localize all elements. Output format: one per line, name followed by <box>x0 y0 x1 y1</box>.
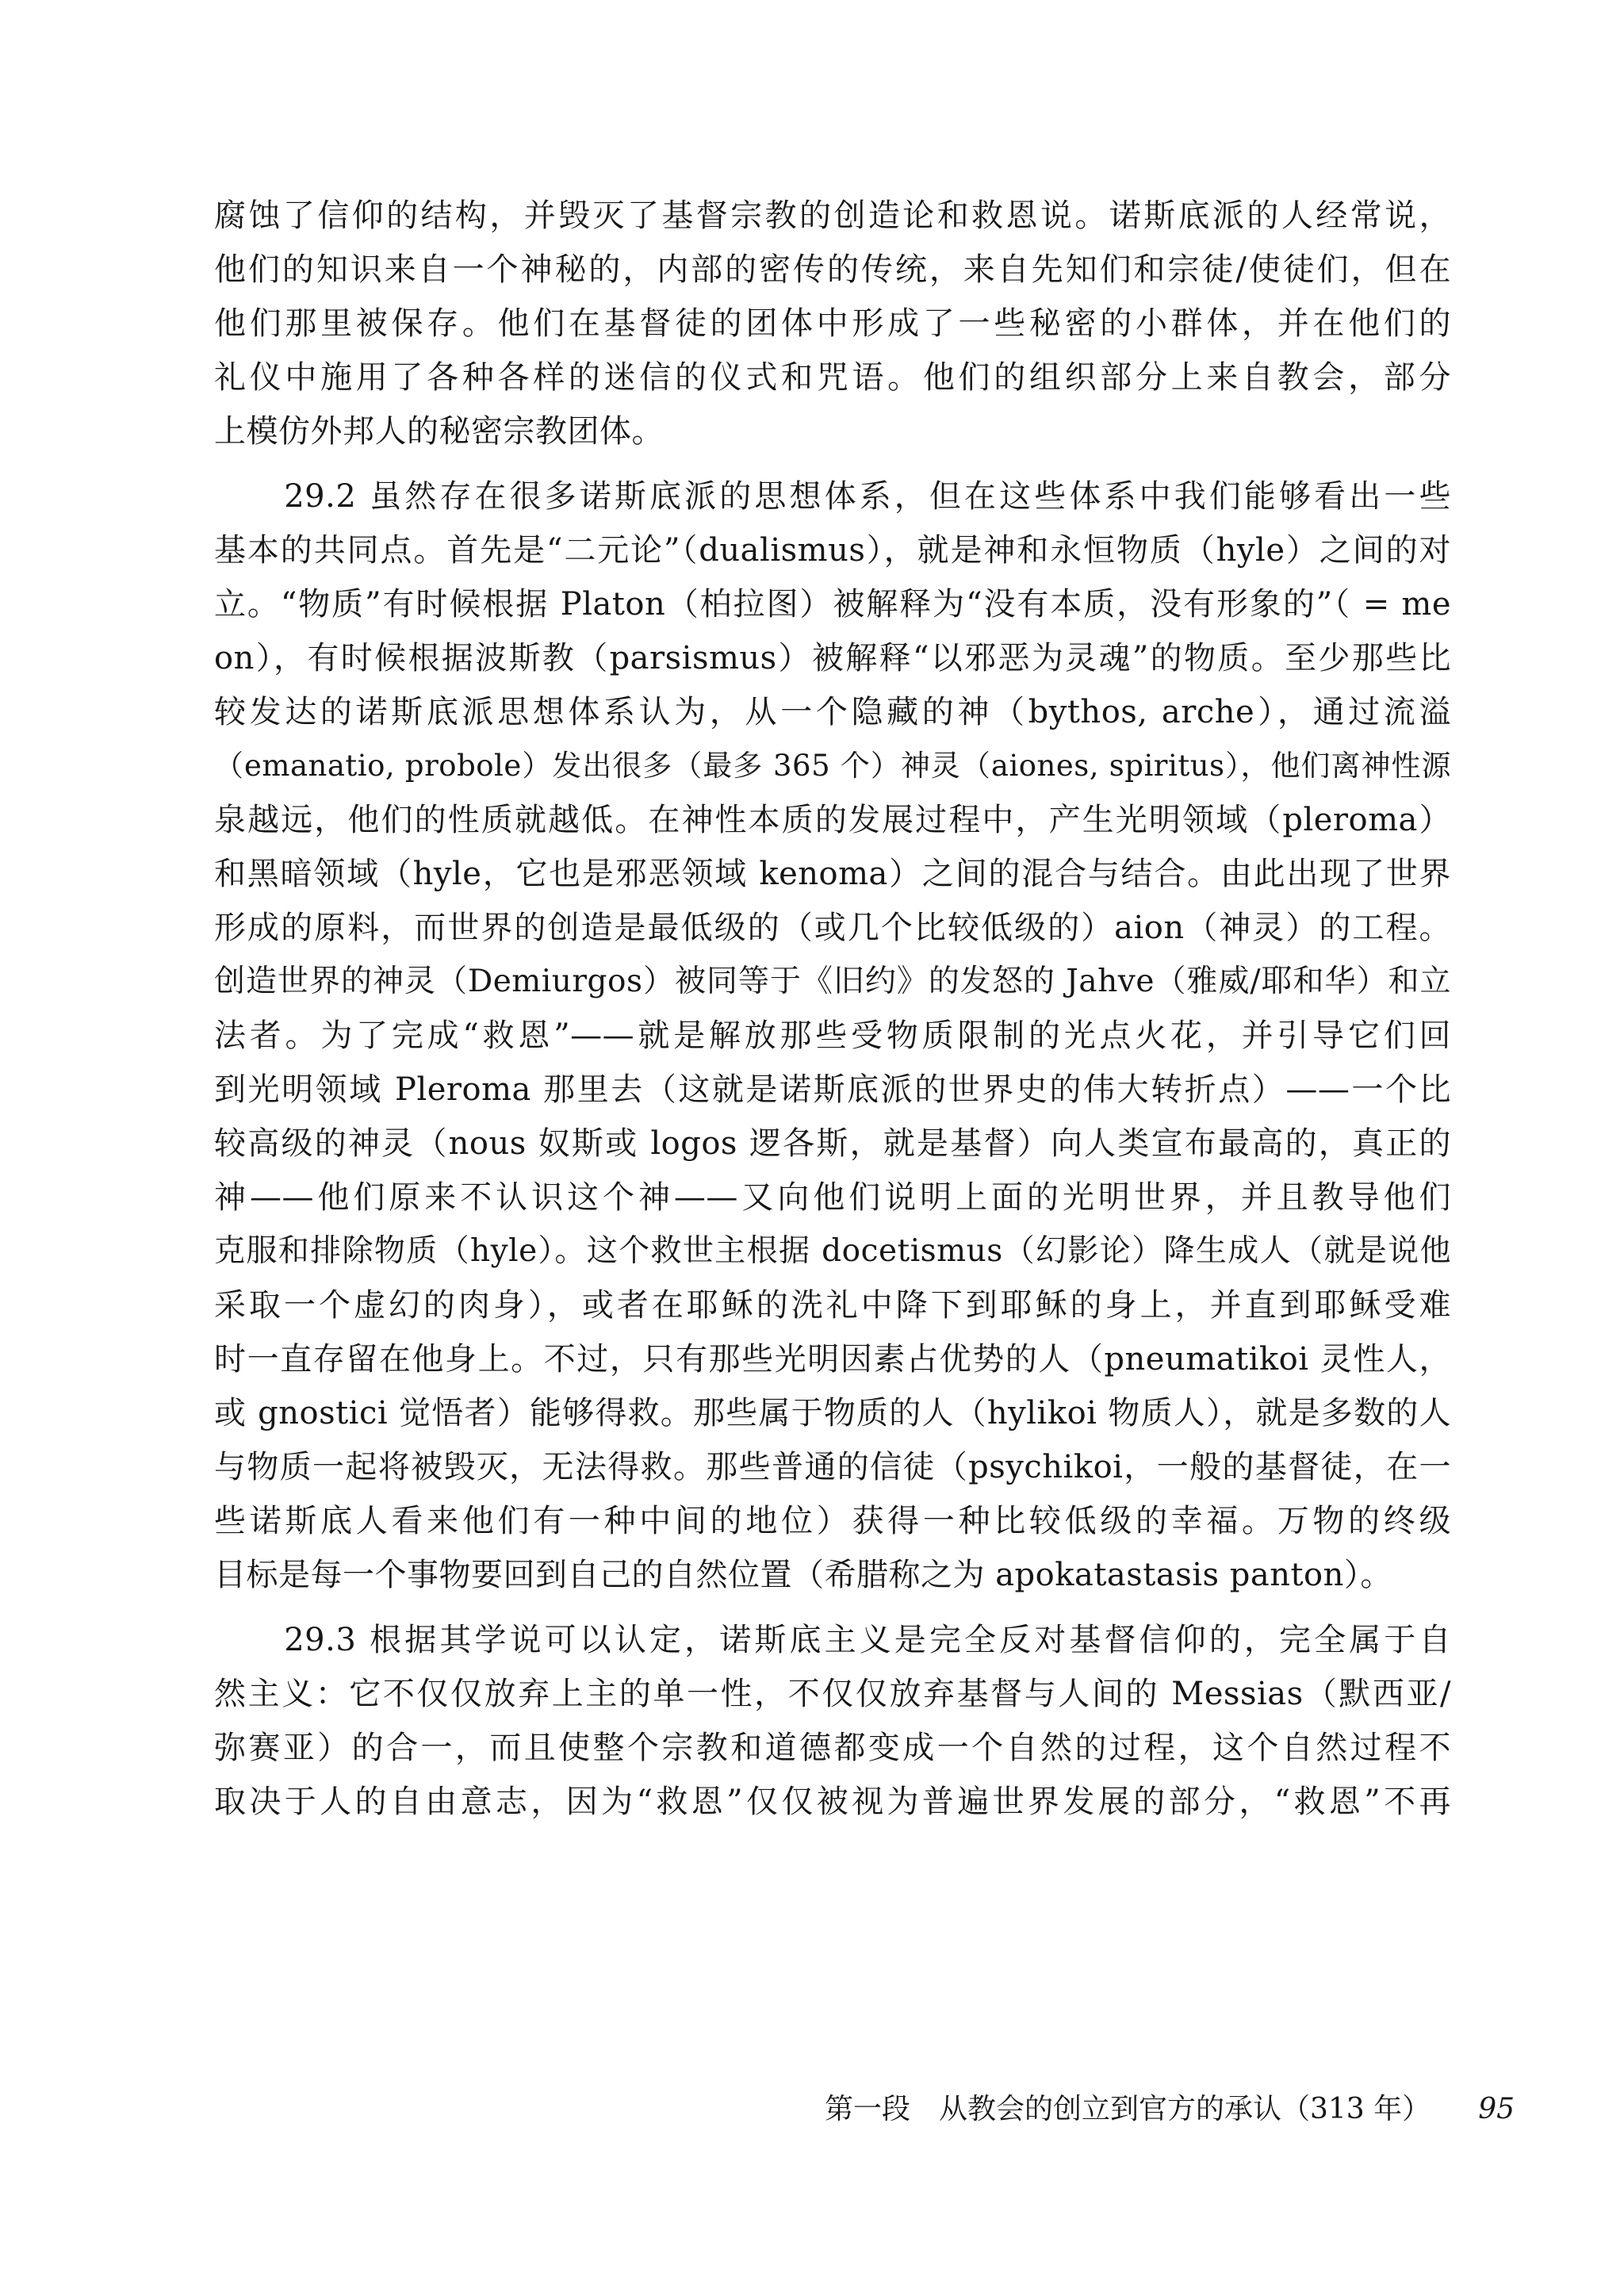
text-line: 然主义：它不仅仅放弃上主的单一性，不仅仅放弃基督与人间的 Messias（默西亚/ <box>214 1676 1451 1712</box>
text-line: 基本的共同点。首先是“二元论”（dualismus），就是神和永恒物质（hyle）之间的对 <box>214 532 1451 569</box>
text-line: 与物质一起将被毁灭，无法得救。那些普通的信徒（psychikoi，一般的基督徒，在一 <box>214 1449 1451 1485</box>
text-line: 时一直存留在他身上。不过，只有那些光明因素占优势的人（pneumatikoi 灵性人， <box>214 1341 1451 1378</box>
text-line: （emanatio, probole）发出很多（最多 365 个）神灵（aiones, spiritus），他们离神性源 <box>214 749 1451 783</box>
text-line: 立。“物质”有时候根据 Platon（柏拉图）被解释为“没有本质，没有形象的”（ = me <box>214 586 1451 623</box>
paragraph-gap <box>214 1602 1451 1613</box>
text-line: 29.2 虽然存在很多诺斯底派的思想体系，但在这些体系中我们能够看出一些 <box>214 478 1451 515</box>
text-line: 弥赛亚）的合一，而且使整个宗教和道德都变成一个自然的过程，这个自然过程不 <box>214 1730 1451 1766</box>
text-line: 29.3 根据其学说可以认定，诺斯底主义是完全反对基督信仰的，完全属于自 <box>214 1622 1451 1658</box>
text-line: 较发达的诺斯底派思想体系认为，从一个隐藏的神（bythos, arche），通过流溢 <box>214 694 1451 730</box>
text-line: 采取一个虚幻的肉身），或者在耶稣的洗礼中降下到耶稣的身上，并直到耶稣受难 <box>214 1287 1451 1324</box>
text-line: 和黑暗领域（hyle，它也是邪恶领域 kenoma）之间的混合与结合。由此出现了世界 <box>214 856 1451 892</box>
page-number: 95 <box>1478 2093 1515 2125</box>
text-line: 克服和排除物质（hyle）。这个救世主根据 docetismus（幻影论）降生成人（就是说他 <box>214 1233 1451 1269</box>
running-title: 第一段 从教会的创立到官方的承认（313 年） <box>825 2093 1431 2125</box>
text-line: 上模仿外邦人的秘密宗教团体。 <box>214 413 664 450</box>
text-line: 较高级的神灵（nous 奴斯或 logos 逻各斯，就是基督）向人类宣布最高的，真正的 <box>214 1125 1451 1162</box>
text-line: 或 gnostici 觉悟者）能够得救。那些属于物质的人（hylikoi 物质人），就是多数的人 <box>214 1395 1451 1431</box>
text-line: 泉越远，他们的性质就越低。在神性本质的发展过程中，产生光明领域（pleroma） <box>214 802 1451 838</box>
text-line: 创造世界的神灵（Demiurgos）被同等于《旧约》的发怒的 Jahve（雅威/耶和华）和立 <box>214 964 1451 999</box>
text-line: 取决于人的自由意志，因为“救恩”仅仅被视为普遍世界发展的部分，“救恩”不再 <box>214 1784 1451 1820</box>
text-line: 些诺斯底人看来他们有一种中间的地位）获得一种比较低级的幸福。万物的终级 <box>214 1503 1451 1539</box>
text-line: 他们那里被保存。他们在基督徒的团体中形成了一些秘密的小群体，并在他们的 <box>214 305 1451 342</box>
text-line: 到光明领域 Pleroma 那里去（这就是诺斯底派的世界史的伟大转折点）——一个比 <box>214 1071 1451 1108</box>
text-line: 目标是每一个事物要回到自己的自然位置（希腊称之为 apokatastasis panton）。 <box>214 1557 1392 1593</box>
paragraph-gap <box>214 458 1451 469</box>
body-text <box>214 189 1451 1829</box>
text-line: 他们的知识来自一个神秘的，内部的密传的传统，来自先知们和宗徒/使徒们，但在 <box>214 251 1451 288</box>
text-line: 形成的原料，而世界的创造是最低级的（或几个比较低级的）aion（神灵）的工程。 <box>214 910 1451 946</box>
text-line: 神——他们原来不认识这个神——又向他们说明上面的光明世界，并且教导他们 <box>214 1179 1451 1216</box>
text-line: 礼仪中施用了各种各样的迷信的仪式和咒语。他们的组织部分上来自教会，部分 <box>214 359 1451 396</box>
page-footer <box>825 2086 1515 2133</box>
text-line: on），有时候根据波斯教（parsismus）被解释“以邪恶为灵魂”的物质。至少那些比 <box>214 640 1451 676</box>
text-line: 腐蚀了信仰的结构，并毁灭了基督宗教的创造论和救恩说。诺斯底派的人经常说， <box>214 197 1451 234</box>
text-line: 法者。为了完成“救恩”——就是解放那些受物质限制的光点火花，并引导它们回 <box>214 1017 1451 1054</box>
